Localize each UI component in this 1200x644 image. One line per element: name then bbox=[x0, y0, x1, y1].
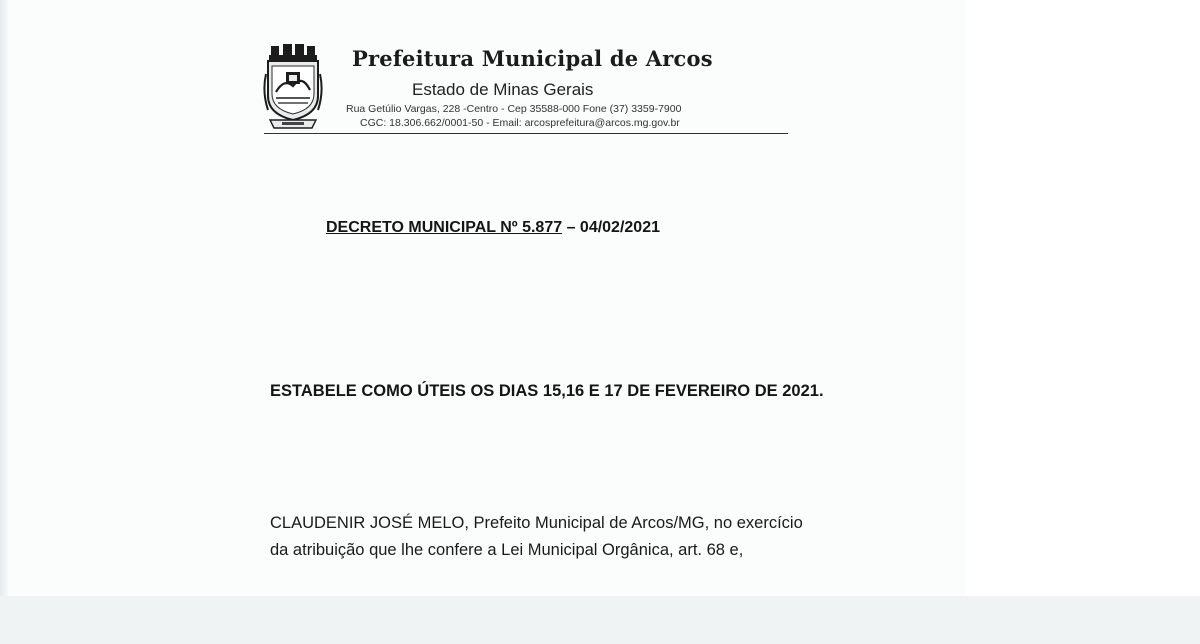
letterhead-address: Rua Getúlio Vargas, 228 -Centro - Cep 35588-000 Fone (37) 3359-7900 bbox=[346, 103, 682, 115]
decree-body bbox=[270, 510, 930, 564]
letterhead-divider bbox=[264, 133, 788, 134]
decree-number: DECRETO MUNICIPAL Nº 5.877 bbox=[326, 219, 563, 236]
letterhead-title: Prefeitura Municipal de Arcos bbox=[352, 46, 713, 71]
body-line: da atribuição que lhe confere a Lei Municipal Orgânica, art. 68 e, bbox=[270, 541, 744, 559]
decree-ementa: ESTABELE COMO ÚTEIS OS DIAS 15,16 E 17 DE FEVEREIRO DE 2021. bbox=[270, 382, 824, 400]
body-line: CLAUDENIR JOSÉ MELO, Prefeito Municipal de Arcos/MG, no exercício bbox=[270, 514, 803, 532]
decree-title bbox=[326, 219, 660, 237]
page-left-edge bbox=[0, 0, 8, 596]
bottom-margin bbox=[0, 596, 1200, 644]
right-margin bbox=[966, 0, 1200, 596]
letterhead-state: Estado de Minas Gerais bbox=[412, 80, 594, 99]
letterhead-cgc-email: CGC: 18.306.662/0001-50 - Email: arcosprefeitura@arcos.mg.gov.br bbox=[360, 117, 680, 129]
decree-date: – 04/02/2021 bbox=[562, 219, 660, 236]
municipal-coat-of-arms-icon bbox=[262, 44, 324, 130]
